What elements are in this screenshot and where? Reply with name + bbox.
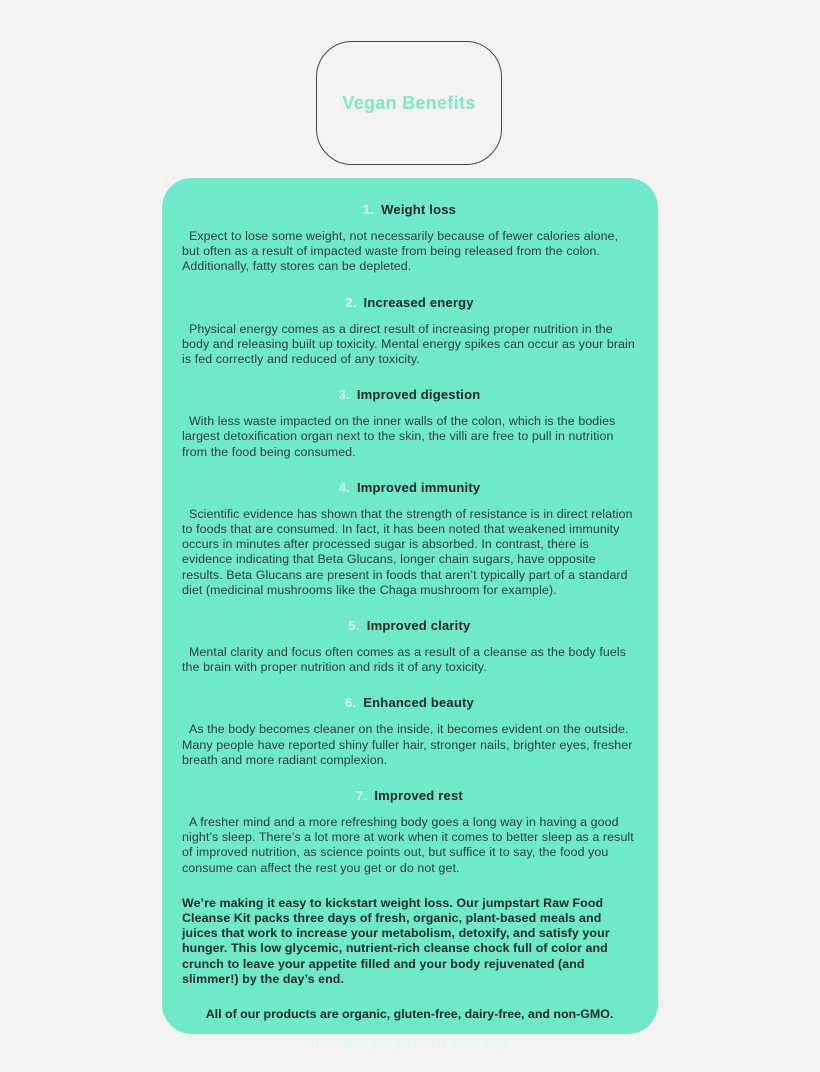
title-card <box>316 41 502 165</box>
benefit-number: 7. <box>356 788 368 804</box>
benefit-title: Enhanced beauty <box>363 695 474 711</box>
benefit-number: 5. <box>348 618 360 634</box>
benefit-title: Weight loss <box>381 202 457 217</box>
benefit-body: Mental clarity and focus often comes as a result of a cleanse as the body fuels the brain with proper nutrition and rids it of any toxicity. <box>182 645 626 675</box>
benefit-heading <box>182 788 637 803</box>
benefit-section-3 <box>182 387 637 460</box>
benefit-heading <box>182 295 637 310</box>
benefits-panel <box>162 178 658 1052</box>
benefit-heading <box>182 618 637 633</box>
benefit-number: 3. <box>338 387 350 403</box>
benefit-title: Improved immunity <box>356 479 481 495</box>
benefit-body: With less waste impacted on the inner walls of the colon, which is the bodies largest detoxification organ next to the skin, the villi are free to pull in nutrition from the food being consumed. <box>182 414 616 459</box>
page-title: Vegan Benefits <box>342 92 476 113</box>
benefit-number: 4. <box>338 479 350 495</box>
benefit-number: 2. <box>345 294 357 310</box>
benefit-heading <box>182 695 637 710</box>
benefit-title: Improved digestion <box>356 387 481 403</box>
promo-paragraph: We’re making it easy to kickstart weight loss. Our jumpstart Raw Food Cleanse Kit packs three days of fresh, organic, plant-based meals and juices that work to increase your metabolism, detoxify, and satisfy your hunger. This low glycemic, nutrient-rich cleanse chock full of color and crunch to leave your appetite filled and your body rejuvenated (and slimmer!) by the day’s end. <box>182 895 610 986</box>
benefit-body: As the body becomes cleaner on the inside, it becomes evident on the outside. Many people have reported shiny fuller hair, stronger nails, brighter eyes, fresher breath and more radiant complexion. <box>182 722 633 767</box>
benefit-body: Physical energy comes as a direct result of increasing proper nutrition in the body and releasing built up toxicity. Mental energy spikes can occur as your brain is fed correctly and reduced of any toxicity. <box>182 321 635 367</box>
benefit-section-4 <box>182 480 637 598</box>
products-note: All of our products are organic, gluten-free, dairy-free, and non-GMO. <box>205 1007 614 1022</box>
benefit-title: Improved clarity <box>366 618 471 634</box>
benefit-heading <box>182 387 637 402</box>
benefit-body: Expect to lose some weight, not necessarily because of fewer calories alone, but often as a result of impacted waste from being released from the colon. Additionally, fatty stores can be depleted. <box>182 229 619 274</box>
benefit-number: 6. <box>345 695 357 711</box>
benefit-number: 1. <box>362 202 375 217</box>
benefit-section-6 <box>182 695 637 768</box>
benefit-body: A fresher mind and a more refreshing body goes a long way in having a good night’s sleep. There’s a lot more at work when it comes to better sleep as a result of improved nutrition, as science points out, but suffice it to say, the food you consume can affect the rest you get or do not get. <box>182 815 634 875</box>
benefit-section-5 <box>182 618 637 675</box>
benefit-section-7 <box>182 788 637 876</box>
benefit-heading <box>182 202 637 217</box>
benefit-section-1 <box>182 202 637 275</box>
benefit-heading <box>182 480 637 495</box>
benefit-title: Improved rest <box>374 788 463 804</box>
cta-line: Here what you get in this three days <box>310 1037 509 1052</box>
benefit-body: Scientific evidence has shown that the strength of resistance is in direct relation to foods that are consumed. In fact, it has been noted that weakened immunity occurs in minutes after processed sugar is absorbed. In contrast, there is evidence indicating that Beta Glucans, longer chain sugars, have opposite results. Beta Glucans are present in foods that aren’t typically part of a standard diet (medicinal mushrooms like the Chaga mushroom for example). <box>182 506 633 597</box>
benefit-title: Increased energy <box>363 294 474 310</box>
benefit-section-2 <box>182 295 637 368</box>
